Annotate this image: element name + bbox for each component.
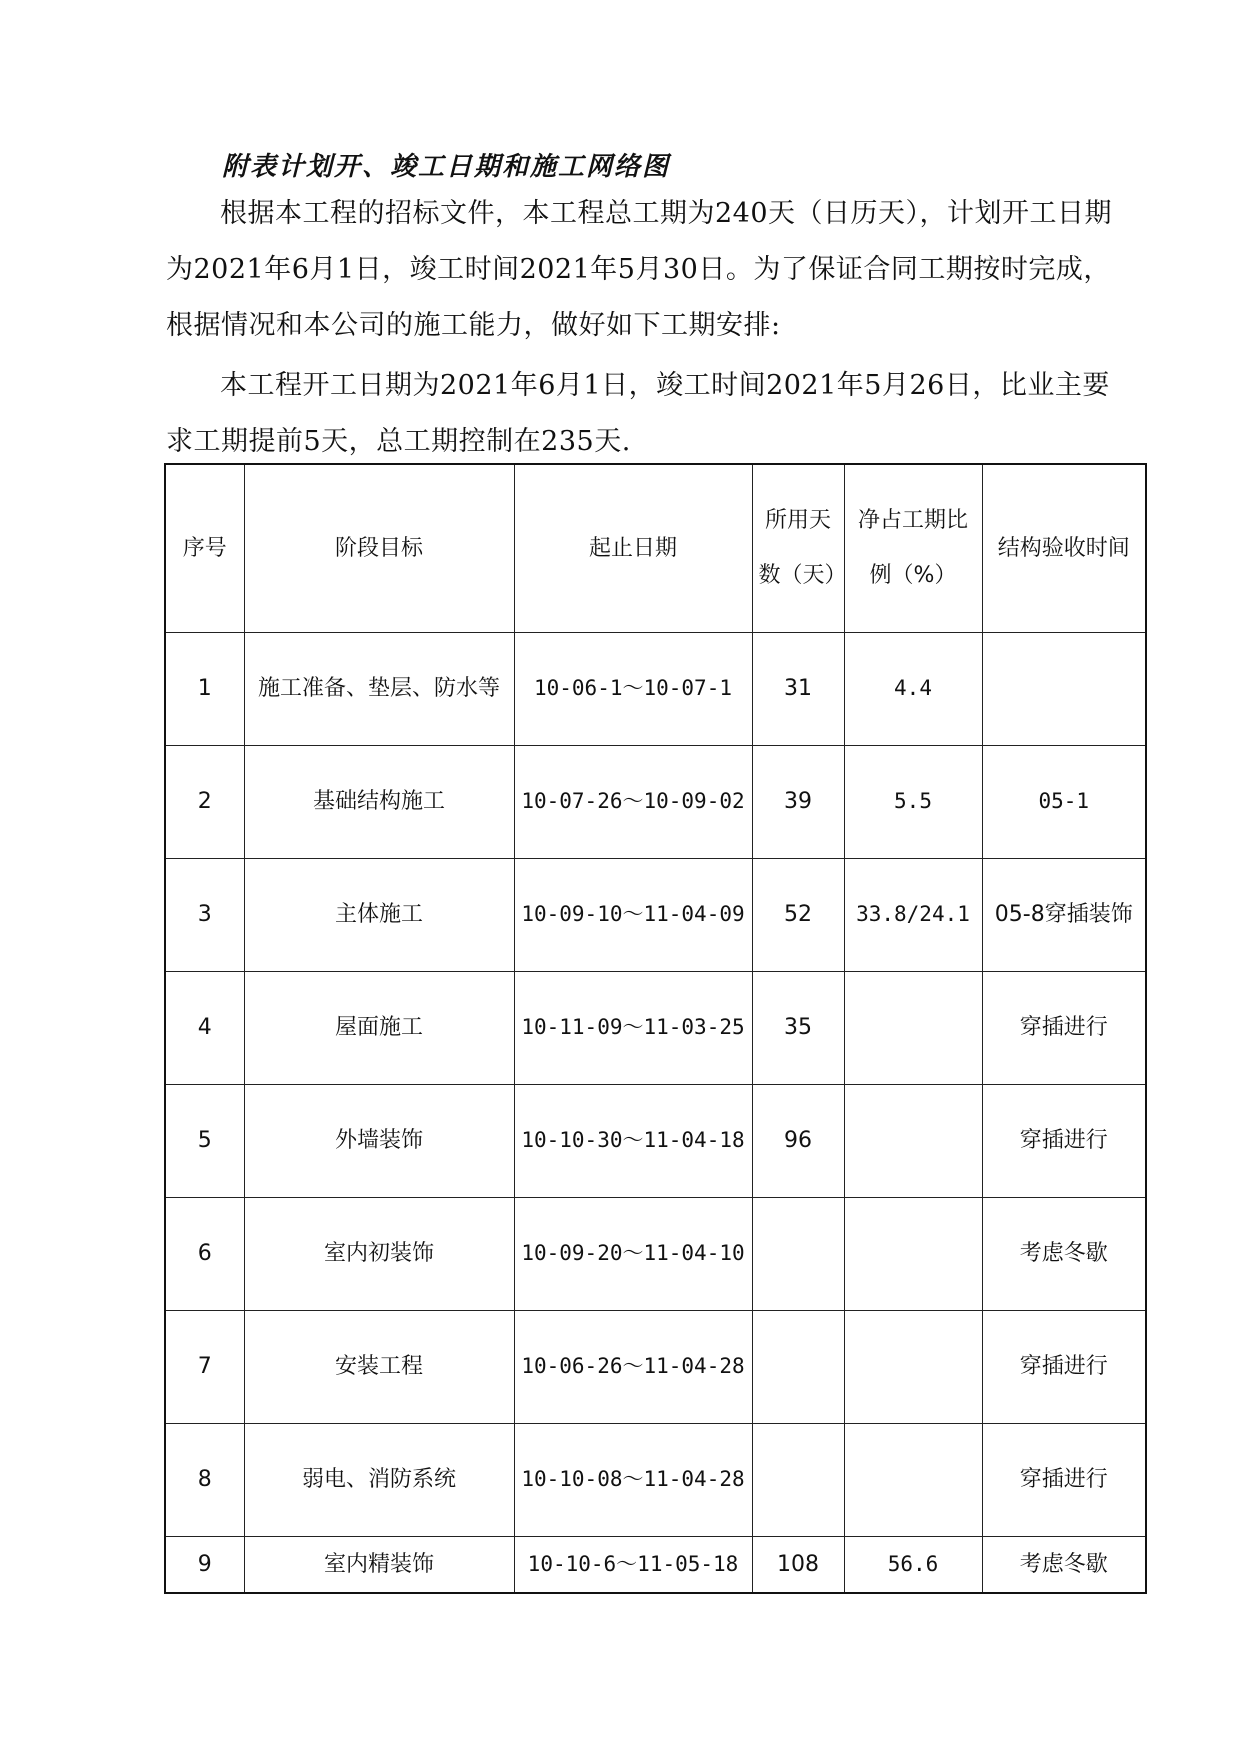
cell-ratio xyxy=(844,1084,982,1197)
cell-index: 4 xyxy=(165,971,244,1084)
table-row xyxy=(165,1084,1146,1197)
cell-dates: 10-07-26～10-09-02 xyxy=(514,745,752,858)
cell-stage: 室内精装饰 xyxy=(244,1536,514,1593)
cell-days: 52 xyxy=(752,858,844,971)
cell-stage: 基础结构施工 xyxy=(244,745,514,858)
table-header-row xyxy=(165,464,1146,632)
cell-days: 39 xyxy=(752,745,844,858)
cell-acceptance: 穿插进行 xyxy=(982,971,1146,1084)
cell-dates: 10-06-26～11-04-28 xyxy=(514,1310,752,1423)
cell-index: 6 xyxy=(165,1197,244,1310)
cell-index: 5 xyxy=(165,1084,244,1197)
cell-days: 108 xyxy=(752,1536,844,1593)
table-row xyxy=(165,632,1146,745)
cell-stage: 屋面施工 xyxy=(244,971,514,1084)
cell-dates: 10-09-20～11-04-10 xyxy=(514,1197,752,1310)
cell-ratio: 33.8/24.1 xyxy=(844,858,982,971)
schedule-plan-paragraph xyxy=(166,358,1126,470)
cell-ratio xyxy=(844,971,982,1084)
cell-acceptance: 考虑冬歇 xyxy=(982,1197,1146,1310)
cell-index: 2 xyxy=(165,745,244,858)
cell-dates: 10-11-09～11-03-25 xyxy=(514,971,752,1084)
cell-stage: 主体施工 xyxy=(244,858,514,971)
cell-stage: 施工准备、垫层、防水等 xyxy=(244,632,514,745)
cell-index: 9 xyxy=(165,1536,244,1593)
table-row xyxy=(165,858,1146,971)
cell-acceptance: 穿插进行 xyxy=(982,1084,1146,1197)
header-cell: 所用天数（天） xyxy=(752,464,844,632)
cell-index: 3 xyxy=(165,858,244,971)
cell-ratio: 5.5 xyxy=(844,745,982,858)
cell-dates: 10-09-10～11-04-09 xyxy=(514,858,752,971)
cell-acceptance: 05-8穿插装饰 xyxy=(982,858,1146,971)
header-cell: 结构验收时间 xyxy=(982,464,1146,632)
cell-stage: 室内初装饰 xyxy=(244,1197,514,1310)
table-row xyxy=(165,971,1146,1084)
cell-index: 7 xyxy=(165,1310,244,1423)
cell-acceptance xyxy=(982,632,1146,745)
schedule-table xyxy=(164,463,1147,1594)
schedule-intro-paragraph xyxy=(166,186,1126,354)
paragraph-text: 根据本工程的招标文件，本工程总工期为240天（日历天），计划开工日期为2021年6月1日，竣工时间2021年5月30日。为了保证合同工期按时完成，根据情况和本公司的施工能力，做好如下工期安排: xyxy=(166,198,1113,341)
cell-days: 31 xyxy=(752,632,844,745)
header-cell: 阶段目标 xyxy=(244,464,514,632)
cell-days: 96 xyxy=(752,1084,844,1197)
cell-dates: 10-10-30～11-04-18 xyxy=(514,1084,752,1197)
cell-acceptance: 05-1 xyxy=(982,745,1146,858)
cell-stage: 弱电、消防系统 xyxy=(244,1423,514,1536)
cell-ratio xyxy=(844,1310,982,1423)
cell-stage: 外墙装饰 xyxy=(244,1084,514,1197)
cell-days xyxy=(752,1310,844,1423)
cell-index: 8 xyxy=(165,1423,244,1536)
cell-ratio xyxy=(844,1423,982,1536)
cell-acceptance: 考虑冬歇 xyxy=(982,1536,1146,1593)
cell-ratio: 56.6 xyxy=(844,1536,982,1593)
header-cell: 净占工期比例（%） xyxy=(844,464,982,632)
cell-dates: 10-10-08～11-04-28 xyxy=(514,1423,752,1536)
paragraph-text: 本工程开工日期为2021年6月1日，竣工时间2021年5月26日，比业主要求工期提前5天，总工期控制在235天. xyxy=(166,370,1110,457)
cell-stage: 安装工程 xyxy=(244,1310,514,1423)
header-cell: 起止日期 xyxy=(514,464,752,632)
table-row xyxy=(165,1310,1146,1423)
cell-index: 1 xyxy=(165,632,244,745)
cell-dates: 10-10-6～11-05-18 xyxy=(514,1536,752,1593)
cell-dates: 10-06-1～10-07-1 xyxy=(514,632,752,745)
table-row xyxy=(165,1536,1146,1593)
cell-acceptance: 穿插进行 xyxy=(982,1423,1146,1536)
table-row xyxy=(165,745,1146,858)
cell-ratio xyxy=(844,1197,982,1310)
table-row xyxy=(165,1197,1146,1310)
table-row xyxy=(165,1423,1146,1536)
cell-days xyxy=(752,1423,844,1536)
section-heading: 附表计划开、竣工日期和施工网络图 xyxy=(222,152,671,182)
header-cell: 序号 xyxy=(165,464,244,632)
cell-acceptance: 穿插进行 xyxy=(982,1310,1146,1423)
cell-ratio: 4.4 xyxy=(844,632,982,745)
cell-days: 35 xyxy=(752,971,844,1084)
cell-days xyxy=(752,1197,844,1310)
